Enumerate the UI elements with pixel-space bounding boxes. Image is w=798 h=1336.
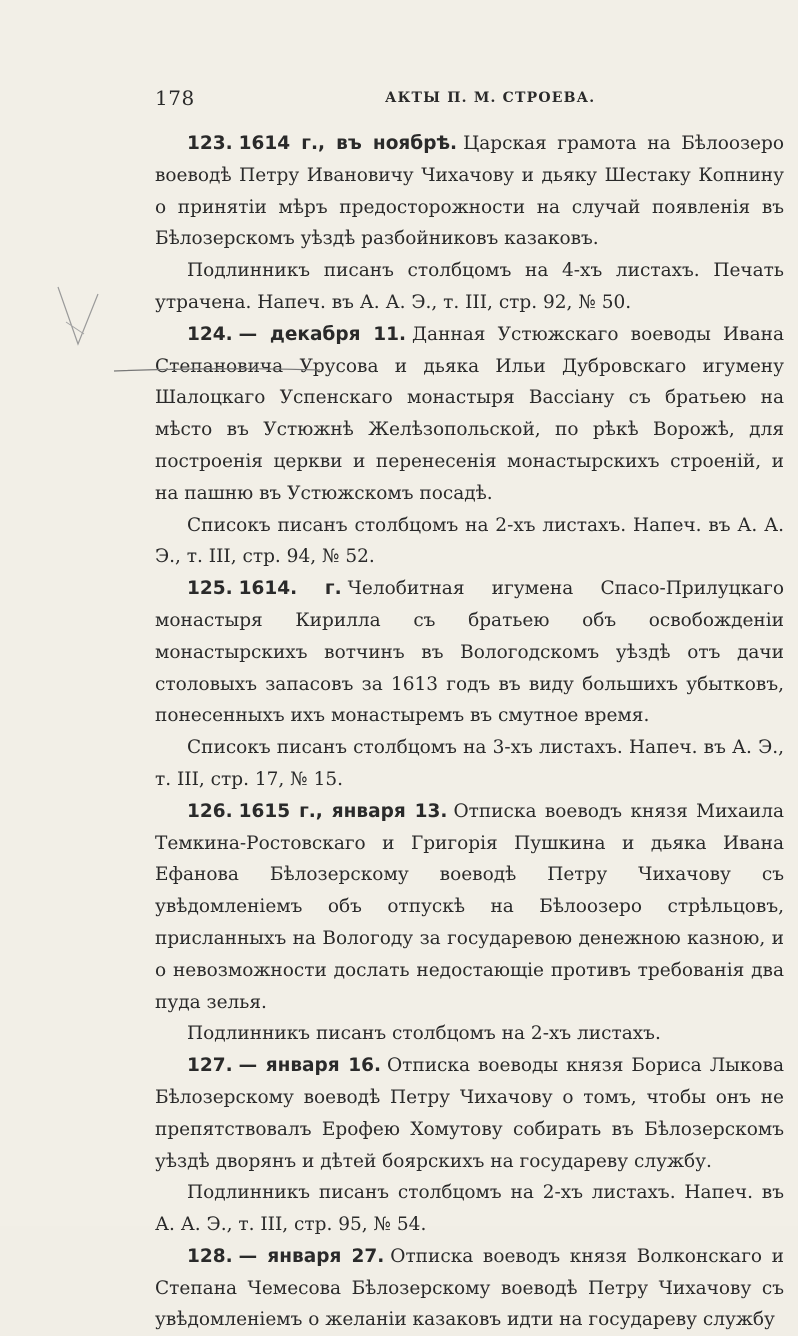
- pencil-underline-mark: [112, 365, 322, 375]
- entry-number: 123.: [187, 133, 233, 154]
- entry-text: Отписка воеводъ князя Волконскаго и Степана Чемесова Бѣлозерскому воеводѣ Петру Чихачову съ увѣдомленіемъ о желаніи казаковъ идти на государеву службу: [155, 1245, 784, 1331]
- entry-127: [155, 1050, 784, 1241]
- entry-text: Челобитная игумена Спасо-Прилуцкаго монастыря Кирилла съ братьею объ освобожденіи монастырскихъ вотчинъ въ Вологодскомъ уѣздѣ отъ дачи столовыхъ запасовъ за 1613 годъ въ виду большихъ убытковъ, понесенныхъ ихъ монастыремъ въ смутное время.: [155, 578, 784, 727]
- entry-paragraph: [155, 1241, 784, 1336]
- entry-note: Подлинникъ писанъ столбцомъ на 4-хъ листахъ. Печать утрачена. Напеч. въ А. А. Э., т. III, стр. 92, № 50.: [155, 260, 784, 313]
- entry-note: Списокъ писанъ столбцомъ на 3-хъ листахъ. Напеч. въ А. Э., т. III, стр. 17, № 15.: [155, 737, 784, 790]
- entry-date: 1615 г., января 13.: [238, 800, 448, 822]
- running-head: АКТЫ П. М. СТРОЕВА.: [385, 90, 596, 106]
- page-number: 178: [155, 86, 195, 110]
- entry-number: 126.: [187, 800, 233, 822]
- entry-text: Отписка воеводы князя Бориса Лыкова Бѣлозерскому воеводѣ Петру Чихачову о томъ, чтобы онъ не препятствовалъ Ерофею Хомутову собирать въ Бѣлозерскомъ уѣздѣ дворянъ и дѣтей боярскихъ на государеву службу.: [155, 1055, 784, 1172]
- entries-list: [155, 128, 784, 1336]
- entry-number: 125.: [187, 578, 233, 600]
- entry-text: Отписка воеводъ князя Михаила Темкина-Ростовскаго и Григорія Пушкина и дьяка Ивана Ефанова Бѣлозерскому воеводѣ Петру Чихачову съ увѣдомленіемъ объ отпускѣ на Бѣлоозеро стрѣльцовъ, присланныхъ на Вологоду за государевою денежною казною, и о невозможности дослать недостающіе противъ требованія два пуда зелья.: [155, 800, 785, 1013]
- pencil-margin-mark: [48, 282, 108, 352]
- page-header: [155, 86, 786, 128]
- entry-text: Царская грамота на Бѣлоозеро воеводѣ Петру Ивановичу Чихачову и дьяку Шестаку Копнину о принятіи мѣръ предосторожности на случай появленія въ Бѣлозерскомъ уѣздѣ разбойниковъ казаковъ.: [155, 133, 784, 250]
- entry-124: [155, 319, 784, 573]
- entry-126: [155, 796, 784, 1050]
- entry-128: [155, 1241, 784, 1336]
- entry-paragraph: [155, 128, 784, 255]
- entry-date: 1614. г.: [238, 578, 342, 600]
- entry-note: Списокъ писанъ столбцомъ на 2-хъ листахъ. Напеч. въ А. А. Э., т. III, стр. 94, № 52.: [155, 514, 784, 568]
- entry-number: 128.: [187, 1245, 233, 1267]
- entry-number: 124.: [187, 323, 233, 345]
- entry-paragraph: [155, 796, 784, 1019]
- entry-date: — декабря 11.: [238, 323, 406, 345]
- entry-text: Данная Устюжскаго воеводы Ивана Степановича Урусова и дьяка Ильи Дубровскаго игумену Шалоцкаго Успенскаго монастыря Вассіану съ братьею на мѣсто въ Устюжнѣ Желѣзопольской, по рѣкѣ Ворожѣ, для построенія церкви и перенесенія монастырскихъ строеній, и на пашню въ Устюжскомъ посадѣ.: [155, 323, 784, 504]
- entry-note: Подлинникъ писанъ столбцомъ на 2-хъ листахъ. Напеч. въ А. А. Э., т. III, стр. 95, № 54.: [155, 1182, 784, 1236]
- entry-date: 1614 г., въ ноябрѣ.: [238, 133, 458, 154]
- entry-paragraph: [155, 319, 784, 510]
- entry-number: 127.: [187, 1055, 233, 1077]
- entry-123: [155, 128, 784, 319]
- entry-date: — января 27.: [238, 1245, 385, 1267]
- entry-paragraph: [155, 573, 784, 732]
- entry-125: [155, 573, 784, 796]
- entry-note: Подлинникъ писанъ столбцомъ на 2-хъ листахъ.: [187, 1023, 661, 1045]
- entry-date: — января 16.: [238, 1055, 381, 1077]
- entry-paragraph: [155, 1050, 784, 1177]
